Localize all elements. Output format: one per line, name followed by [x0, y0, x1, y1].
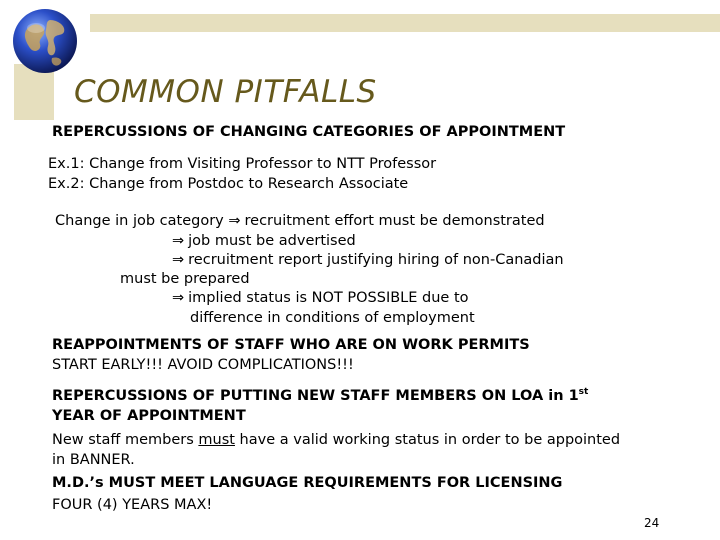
consequence-line-4: must be prepared	[120, 271, 250, 287]
implies-arrow-icon: ⇒	[172, 252, 185, 268]
section3-text-line2: in BANNER.	[52, 452, 135, 468]
consequence-line-3	[172, 251, 564, 269]
lead-text: Change in job category	[55, 213, 224, 229]
consequence-line-1	[55, 212, 545, 230]
section3-heading-line1	[52, 387, 588, 405]
section3-text-before: New staff members	[52, 432, 199, 448]
section1-heading: REPERCUSSIONS OF CHANGING CATEGORIES OF APPOINTMENT	[52, 124, 566, 140]
section3-text-line1	[52, 431, 620, 449]
consequence-text: job must be advertised	[188, 233, 356, 249]
consequence-line-5	[172, 289, 469, 307]
consequence-line-2	[172, 232, 356, 250]
section3-heading-line2: YEAR OF APPOINTMENT	[52, 408, 246, 424]
consequence-text: recruitment effort must be demonstrated	[244, 213, 545, 229]
section3-text-after: have a valid working status in order to be appointed	[234, 432, 621, 448]
consequence-text: implied status is NOT POSSIBLE due to	[188, 290, 469, 306]
underlined-must: must	[198, 432, 235, 448]
consequence-text: recruitment report justifying hiring of non-Canadian	[188, 252, 564, 268]
section4-text: FOUR (4) YEARS MAX!	[52, 497, 213, 513]
section2-text: START EARLY!!! AVOID COMPLICATIONS!!!	[52, 357, 354, 373]
superscript-st: st	[578, 387, 589, 397]
consequence-line-6: difference in conditions of employment	[190, 310, 475, 326]
section4-heading: M.D.’s MUST MEET LANGUAGE REQUIREMENTS FOR LICENSING	[52, 475, 563, 491]
globe-icon	[10, 6, 80, 76]
implies-arrow-icon: ⇒	[172, 290, 185, 306]
implies-arrow-icon: ⇒	[228, 213, 241, 229]
example-1: Ex.1: Change from Visiting Professor to NTT Professor	[48, 156, 437, 172]
section2-heading: REAPPOINTMENTS OF STAFF WHO ARE ON WORK PERMITS	[52, 337, 530, 353]
example-2: Ex.2: Change from Postdoc to Research Associate	[48, 176, 409, 192]
decorative-top-band	[90, 14, 720, 32]
implies-arrow-icon: ⇒	[172, 233, 185, 249]
section3-heading-text: REPERCUSSIONS OF PUTTING NEW STAFF MEMBERS ON LOA in 1	[52, 388, 579, 404]
page-title: COMMON PITFALLS	[74, 74, 377, 110]
page-number: 24	[644, 516, 660, 530]
